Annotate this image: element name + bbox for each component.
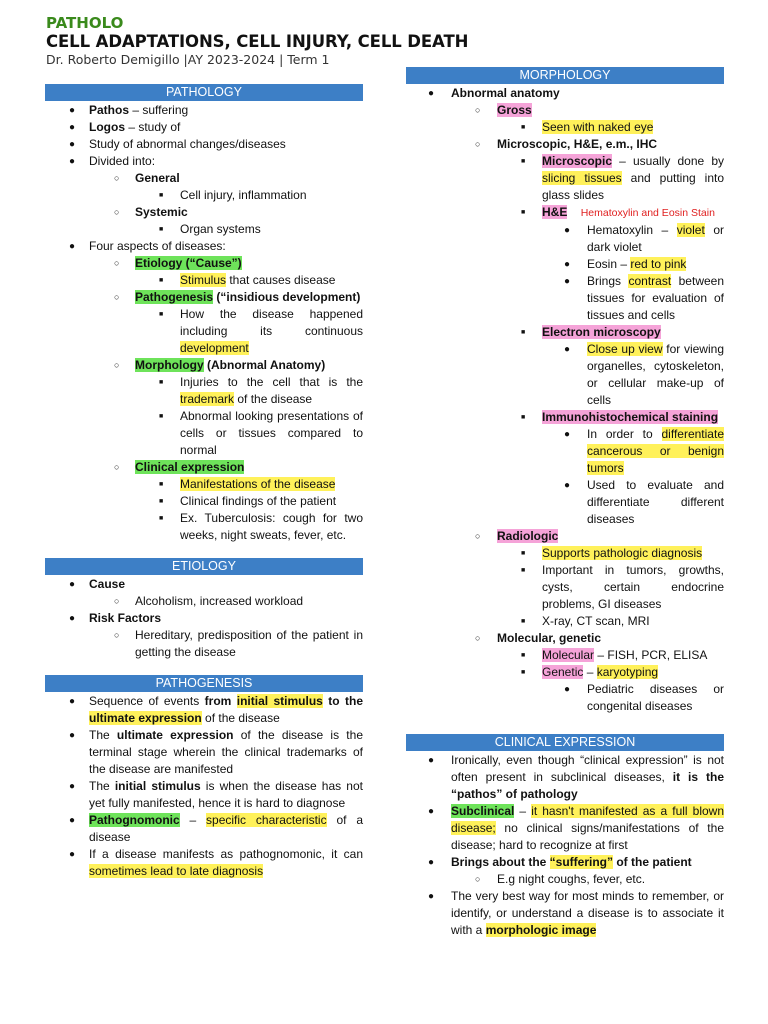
- list-item: ○ Clinical expression: [114, 460, 245, 474]
- list-item: ● Logos – study of: [69, 120, 181, 134]
- section-heading-morphology: MORPHOLOGY: [406, 67, 724, 84]
- list-item: ● Pediatric diseases or congenital diseases: [564, 682, 724, 713]
- list-item: ■ H&E Hematoxylin and Eosin Stain: [521, 205, 715, 219]
- document-subtitle: Dr. Roberto Demigillo |AY 2023-2024 | Term 1: [46, 52, 330, 67]
- list-item: ● Risk Factors: [69, 611, 162, 625]
- list-item: ● Hematoxylin – violet or dark violet: [564, 223, 724, 254]
- list-item: ○ Morphology (Abnormal Anatomy): [114, 358, 326, 372]
- list-item: ● If a disease manifests as pathognomonic, it can sometimes lead to late diagnosis: [69, 847, 363, 878]
- list-item: ● Abnormal anatomy: [428, 86, 560, 100]
- section-heading-clinical-expression: CLINICAL EXPRESSION: [406, 734, 724, 751]
- list-item: ● Brings about the “suffering” of the patient: [428, 855, 692, 869]
- list-item: ■ Stimulus that causes disease: [159, 273, 336, 287]
- list-item: ● Close up view for viewing organelles, cytoskeleton, or cellular make-up of cells: [564, 342, 724, 407]
- list-item: ■ Manifestations of the disease: [159, 477, 336, 491]
- list-item: ○ General: [114, 171, 180, 185]
- list-item: ■ Abnormal looking presentations of cells or tissues compared to normal: [159, 409, 363, 457]
- list-item: ■ Injuries to the cell that is the trademark of the disease: [159, 375, 363, 406]
- list-item: ■ Genetic – karyotyping: [521, 665, 659, 679]
- list-item: ■ Seen with naked eye: [521, 120, 654, 134]
- list-item: ● The ultimate expression of the disease is the terminal stage wherein the clinical trademarks of the disease are manifested: [69, 728, 363, 776]
- document-title: CELL ADAPTATIONS, CELL INJURY, CELL DEATH: [46, 32, 469, 51]
- list-item: ■ Organ systems: [159, 222, 261, 236]
- list-item: ■ Immunohistochemical staining: [521, 410, 719, 424]
- list-item: ● Pathognomonic – specific characteristic of a disease: [69, 813, 363, 844]
- list-item: ■ X-ray, CT scan, MRI: [521, 614, 650, 628]
- left-column: [45, 84, 363, 880]
- list-item: ○ Pathogenesis (“insidious development): [114, 290, 361, 304]
- list-item: ○ Systemic: [114, 205, 188, 219]
- list-item: ○ Microscopic, H&E, e.m., IHC: [475, 137, 658, 151]
- right-column: [406, 67, 724, 939]
- list-item: ○ Etiology (“Cause”): [114, 256, 242, 270]
- section-heading-pathogenesis: PATHOGENESIS: [45, 675, 363, 692]
- list-item: ● Pathos – suffering: [69, 103, 189, 117]
- list-item: ■ How the disease happened including its continuous development: [159, 307, 363, 355]
- list-item: ● Four aspects of diseases:: [69, 239, 226, 253]
- course-code: PATHOLO: [46, 14, 124, 32]
- list-item: ■ Supports pathologic diagnosis: [521, 546, 703, 560]
- list-item: ○ Alcoholism, increased workload: [114, 594, 304, 608]
- list-item: ● In order to differentiate cancerous or benign tumors: [564, 427, 724, 475]
- list-item: ● Divided into:: [69, 154, 156, 168]
- list-item: ■ Molecular – FISH, PCR, ELISA: [521, 648, 708, 662]
- list-item: ● The very best way for most minds to remember, or identify, or understand a disease is to associate it with a morphologic image: [428, 889, 724, 937]
- section-heading-etiology: ETIOLOGY: [45, 558, 363, 575]
- section-heading-pathology: PATHOLOGY: [45, 84, 363, 101]
- list-item: ● Ironically, even though “clinical expression” is not often present in subclinical diseases, it is the “pathos” of pathology: [428, 753, 725, 801]
- list-item: ○ Hereditary, predisposition of the patient in getting the disease: [114, 628, 363, 659]
- stain-annotation: Hematoxylin and Eosin Stain: [580, 207, 715, 219]
- list-item: ● Used to evaluate and differentiate different diseases: [564, 478, 724, 526]
- list-item: ■ Clinical findings of the patient: [159, 494, 337, 508]
- list-item: ■ Ex. Tuberculosis: cough for two weeks, night sweats, fever, etc.: [159, 511, 363, 542]
- list-item: ● Eosin – red to pink: [564, 257, 687, 271]
- list-item: ■ Electron microscopy: [521, 325, 661, 339]
- list-item: ○ Molecular, genetic: [475, 631, 602, 645]
- list-item: ● Study of abnormal changes/diseases: [69, 137, 286, 151]
- list-item: ● Subclinical – it hasn't manifested as a full blown disease; no clinical signs/manifestations of the disease; hard to recognize at first: [428, 804, 725, 852]
- list-item: ● Sequence of events from initial stimulus to the ultimate expression of the disease: [69, 694, 363, 725]
- list-item: ■ Important in tumors, growths, cysts, certain endocrine problems, GI diseases: [521, 563, 724, 611]
- list-item: ● Cause: [69, 577, 126, 591]
- document-header: [46, 14, 726, 68]
- list-item: ■ Cell injury, inflammation: [159, 188, 307, 202]
- list-item: ○ E.g night coughs, fever, etc.: [475, 872, 646, 886]
- list-item: ● Brings contrast between tissues for evaluation of tissues and cells: [564, 274, 724, 322]
- list-item: ● The initial stimulus is when the disease has not yet fully manifested, hence it is hard to diagnose: [69, 779, 363, 810]
- list-item: ○ Gross: [475, 103, 532, 117]
- list-item: ■ Microscopic – usually done by slicing tissues and putting into glass slides: [521, 154, 724, 202]
- list-item: ○ Radiologic: [475, 529, 559, 543]
